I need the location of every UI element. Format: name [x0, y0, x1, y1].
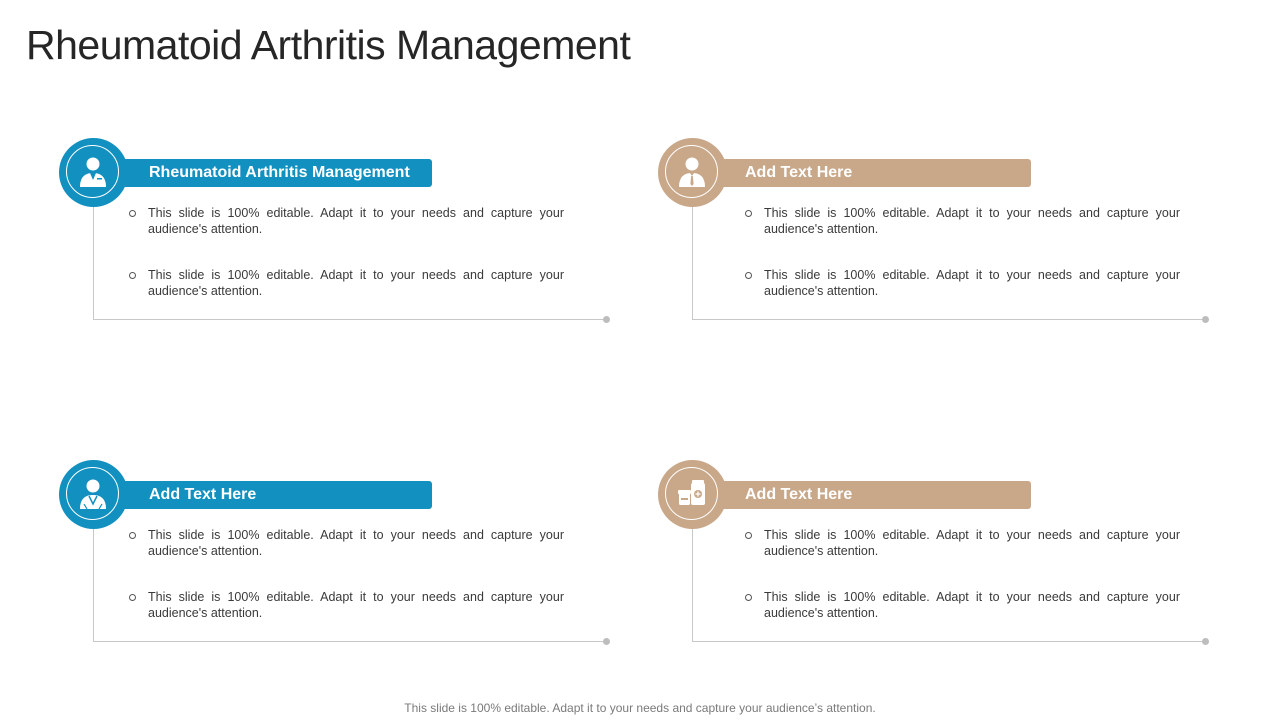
bullet-item [148, 267, 564, 299]
bullet-text: This slide is 100% editable. Adapt it to your needs and capture your audience's attention. [764, 268, 1180, 298]
bullet-text: This slide is 100% editable. Adapt it to your needs and capture your audience's attention. [764, 206, 1180, 236]
card-icon-circle [59, 460, 128, 529]
card-horizontal-line [93, 641, 606, 642]
bullet-item [764, 527, 1180, 559]
bullet-text: This slide is 100% editable. Adapt it to your needs and capture your audience's attention. [764, 590, 1180, 620]
card-heading: Add Text Here [149, 486, 257, 503]
bullet-text: This slide is 100% editable. Adapt it to your needs and capture your audience's attention. [148, 590, 564, 620]
card-heading: Add Text Here [745, 164, 853, 181]
patient-icon [78, 478, 108, 510]
bullet-item [148, 589, 564, 621]
card-add-text-4 [658, 460, 1218, 650]
bullet-text: This slide is 100% editable. Adapt it to your needs and capture your audience's attention. [148, 528, 564, 558]
card-end-dot [603, 316, 610, 323]
bullet-text: This slide is 100% editable. Adapt it to your needs and capture your audience's attention. [148, 206, 564, 236]
bullet-marker [745, 532, 752, 539]
slide-title: Rheumatoid Arthritis Management [26, 22, 631, 68]
card-add-text-2 [658, 138, 1218, 328]
bullet-marker [745, 272, 752, 279]
card-end-dot [603, 638, 610, 645]
card-rheumatoid-management [59, 138, 619, 328]
card-heading: Add Text Here [745, 486, 853, 503]
bullet-item [148, 205, 564, 237]
card-horizontal-line [692, 641, 1205, 642]
bullet-item [764, 267, 1180, 299]
bullet-item [764, 205, 1180, 237]
card-horizontal-line [93, 319, 606, 320]
card-end-dot [1202, 316, 1209, 323]
businessman-icon [677, 156, 707, 188]
bullet-marker [745, 594, 752, 601]
card-icon-circle [59, 138, 128, 207]
bullet-marker [129, 272, 136, 279]
card-horizontal-line [692, 319, 1205, 320]
bullet-marker [129, 532, 136, 539]
card-add-text-3 [59, 460, 619, 650]
medicine-icon [676, 479, 708, 509]
footer-note: This slide is 100% editable. Adapt it to your needs and capture your audience’s attention. [404, 701, 876, 715]
bullet-marker [129, 594, 136, 601]
doctor-icon [78, 156, 108, 188]
card-icon-circle [658, 138, 727, 207]
card-icon-circle [658, 460, 727, 529]
bullet-marker [129, 210, 136, 217]
bullet-marker [745, 210, 752, 217]
bullet-item [148, 527, 564, 559]
bullet-text: This slide is 100% editable. Adapt it to your needs and capture your audience's attention. [764, 528, 1180, 558]
bullet-text: This slide is 100% editable. Adapt it to your needs and capture your audience's attention. [148, 268, 564, 298]
bullet-item [764, 589, 1180, 621]
card-heading: Rheumatoid Arthritis Management [149, 164, 410, 181]
card-end-dot [1202, 638, 1209, 645]
